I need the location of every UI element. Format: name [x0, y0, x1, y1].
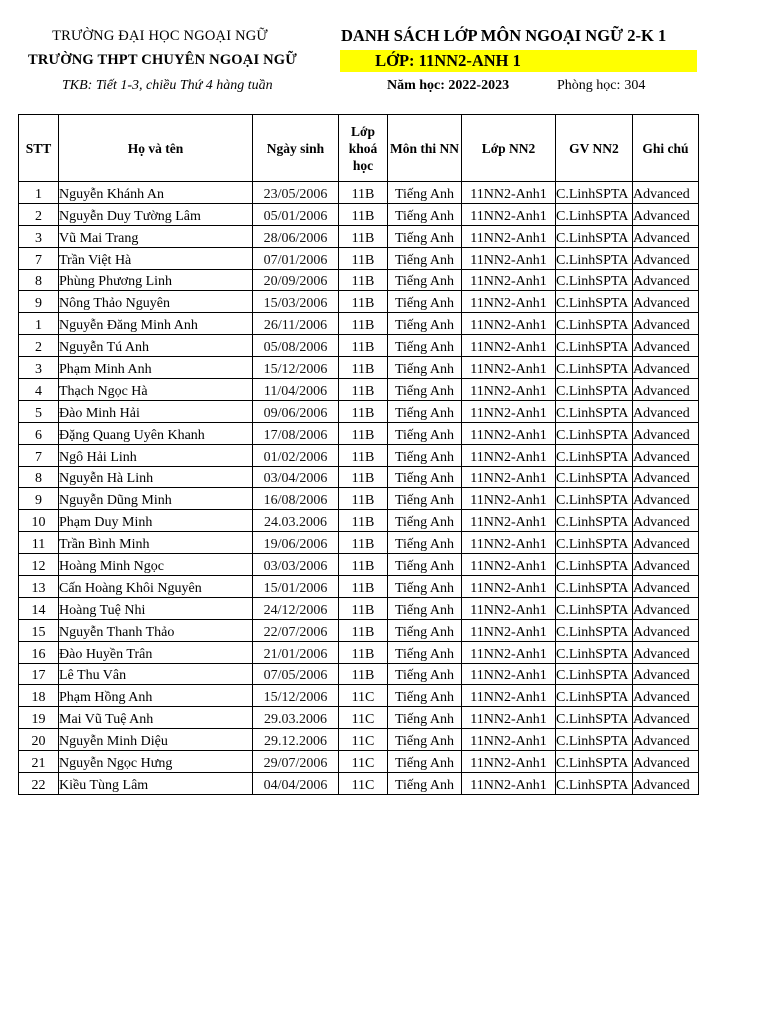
cell-dob: 26/11/2006	[253, 313, 339, 335]
room-value: 304	[624, 78, 646, 93]
cell-teacher: C.LinhSPTA	[556, 597, 633, 619]
cell-nn2-class: 11NN2-Anh1	[462, 576, 556, 598]
cell-teacher: C.LinhSPTA	[556, 357, 633, 379]
cell-note: Advanced	[633, 313, 699, 335]
col-header-nn2-class: Lớp NN2	[462, 115, 556, 182]
table-row	[19, 510, 699, 532]
cell-dob: 09/06/2006	[253, 400, 339, 422]
cell-dob: 15/12/2006	[253, 685, 339, 707]
cell-stt: 20	[19, 729, 59, 751]
cell-stt: 16	[19, 641, 59, 663]
cell-name: Đào Huyền Trân	[59, 641, 253, 663]
cell-dob: 29.12.2006	[253, 729, 339, 751]
cell-class: 11B	[339, 444, 388, 466]
cell-stt: 1	[19, 182, 59, 204]
cell-dob: 05/01/2006	[253, 203, 339, 225]
cell-note: Advanced	[633, 400, 699, 422]
cell-stt: 17	[19, 663, 59, 685]
cell-subject: Tiếng Anh	[388, 444, 462, 466]
table-body	[19, 182, 699, 795]
col-header-name: Họ và tên	[59, 115, 253, 182]
cell-class: 11B	[339, 532, 388, 554]
cell-note: Advanced	[633, 422, 699, 444]
cell-name: Trần Bình Minh	[59, 532, 253, 554]
cell-dob: 29.03.2006	[253, 707, 339, 729]
cell-nn2-class: 11NN2-Anh1	[462, 313, 556, 335]
cell-dob: 29/07/2006	[253, 751, 339, 773]
cell-note: Advanced	[633, 554, 699, 576]
cell-name: Nguyễn Thanh Thảo	[59, 619, 253, 641]
cell-stt: 2	[19, 335, 59, 357]
cell-name: Mai Vũ Tuệ Anh	[59, 707, 253, 729]
cell-stt: 12	[19, 554, 59, 576]
cell-subject: Tiếng Anh	[388, 576, 462, 598]
cell-subject: Tiếng Anh	[388, 510, 462, 532]
table-row	[19, 641, 699, 663]
list-title: DANH SÁCH LỚP MÔN NGOẠI NGỮ 2-K 1	[341, 26, 667, 45]
cell-class: 11B	[339, 291, 388, 313]
cell-subject: Tiếng Anh	[388, 597, 462, 619]
cell-subject: Tiếng Anh	[388, 532, 462, 554]
cell-teacher: C.LinhSPTA	[556, 182, 633, 204]
cell-class: 11C	[339, 729, 388, 751]
table-row	[19, 773, 699, 795]
cell-stt: 3	[19, 357, 59, 379]
cell-stt: 22	[19, 773, 59, 795]
cell-subject: Tiếng Anh	[388, 291, 462, 313]
cell-nn2-class: 11NN2-Anh1	[462, 335, 556, 357]
cell-subject: Tiếng Anh	[388, 357, 462, 379]
cell-teacher: C.LinhSPTA	[556, 269, 633, 291]
table-row	[19, 335, 699, 357]
table-row	[19, 685, 699, 707]
cell-subject: Tiếng Anh	[388, 466, 462, 488]
cell-teacher: C.LinhSPTA	[556, 225, 633, 247]
cell-dob: 19/06/2006	[253, 532, 339, 554]
cell-teacher: C.LinhSPTA	[556, 422, 633, 444]
cell-subject: Tiếng Anh	[388, 641, 462, 663]
cell-dob: 24/12/2006	[253, 597, 339, 619]
cell-teacher: C.LinhSPTA	[556, 641, 633, 663]
cell-subject: Tiếng Anh	[388, 488, 462, 510]
table-header-row	[19, 115, 699, 182]
cell-name: Phạm Minh Anh	[59, 357, 253, 379]
cell-dob: 01/02/2006	[253, 444, 339, 466]
cell-teacher: C.LinhSPTA	[556, 488, 633, 510]
cell-class: 11B	[339, 182, 388, 204]
table-row	[19, 466, 699, 488]
cell-name: Đào Minh Hải	[59, 400, 253, 422]
cell-dob: 15/03/2006	[253, 291, 339, 313]
cell-teacher: C.LinhSPTA	[556, 203, 633, 225]
cell-note: Advanced	[633, 225, 699, 247]
table-row	[19, 597, 699, 619]
room-label: Phòng học:	[557, 78, 621, 93]
cell-note: Advanced	[633, 707, 699, 729]
cell-nn2-class: 11NN2-Anh1	[462, 203, 556, 225]
class-name: LỚP: 11NN2-ANH 1	[375, 51, 521, 70]
cell-nn2-class: 11NN2-Anh1	[462, 685, 556, 707]
table-row	[19, 444, 699, 466]
cell-stt: 9	[19, 488, 59, 510]
cell-class: 11B	[339, 357, 388, 379]
cell-name: Lê Thu Vân	[59, 663, 253, 685]
cell-subject: Tiếng Anh	[388, 729, 462, 751]
cell-teacher: C.LinhSPTA	[556, 707, 633, 729]
cell-note: Advanced	[633, 685, 699, 707]
cell-nn2-class: 11NN2-Anh1	[462, 269, 556, 291]
cell-teacher: C.LinhSPTA	[556, 510, 633, 532]
cell-name: Kiều Tùng Lâm	[59, 773, 253, 795]
cell-subject: Tiếng Anh	[388, 400, 462, 422]
cell-teacher: C.LinhSPTA	[556, 751, 633, 773]
table-row	[19, 751, 699, 773]
cell-stt: 21	[19, 751, 59, 773]
cell-class: 11B	[339, 641, 388, 663]
cell-class: 11B	[339, 466, 388, 488]
cell-nn2-class: 11NN2-Anh1	[462, 291, 556, 313]
cell-note: Advanced	[633, 269, 699, 291]
cell-nn2-class: 11NN2-Anh1	[462, 444, 556, 466]
cell-subject: Tiếng Anh	[388, 225, 462, 247]
cell-dob: 07/05/2006	[253, 663, 339, 685]
cell-nn2-class: 11NN2-Anh1	[462, 751, 556, 773]
table-row	[19, 225, 699, 247]
cell-subject: Tiếng Anh	[388, 335, 462, 357]
cell-nn2-class: 11NN2-Anh1	[462, 466, 556, 488]
cell-class: 11C	[339, 773, 388, 795]
cell-name: Phạm Duy Minh	[59, 510, 253, 532]
schedule-note: TKB: Tiết 1-3, chiều Thứ 4 hàng tuần	[62, 78, 273, 93]
cell-class: 11B	[339, 247, 388, 269]
table-row	[19, 729, 699, 751]
cell-subject: Tiếng Anh	[388, 247, 462, 269]
table-row	[19, 269, 699, 291]
cell-name: Nguyễn Dũng Minh	[59, 488, 253, 510]
cell-teacher: C.LinhSPTA	[556, 685, 633, 707]
cell-class: 11B	[339, 269, 388, 291]
cell-note: Advanced	[633, 619, 699, 641]
cell-note: Advanced	[633, 751, 699, 773]
cell-name: Trần Việt Hà	[59, 247, 253, 269]
cell-class: 11B	[339, 203, 388, 225]
cell-subject: Tiếng Anh	[388, 685, 462, 707]
cell-class: 11B	[339, 400, 388, 422]
cell-name: Phạm Hồng Anh	[59, 685, 253, 707]
cell-teacher: C.LinhSPTA	[556, 663, 633, 685]
cell-nn2-class: 11NN2-Anh1	[462, 619, 556, 641]
cell-teacher: C.LinhSPTA	[556, 532, 633, 554]
school-name: TRƯỜNG THPT CHUYÊN NGOẠI NGỮ	[27, 52, 298, 68]
cell-stt: 3	[19, 225, 59, 247]
cell-dob: 11/04/2006	[253, 379, 339, 401]
cell-dob: 23/05/2006	[253, 182, 339, 204]
cell-nn2-class: 11NN2-Anh1	[462, 379, 556, 401]
cell-stt: 15	[19, 619, 59, 641]
cell-nn2-class: 11NN2-Anh1	[462, 357, 556, 379]
room-info	[557, 78, 645, 94]
cell-note: Advanced	[633, 182, 699, 204]
col-header-subject: Môn thi NN	[388, 115, 462, 182]
cell-stt: 8	[19, 269, 59, 291]
cell-teacher: C.LinhSPTA	[556, 291, 633, 313]
cell-dob: 04/04/2006	[253, 773, 339, 795]
cell-note: Advanced	[633, 663, 699, 685]
cell-note: Advanced	[633, 466, 699, 488]
cell-nn2-class: 11NN2-Anh1	[462, 707, 556, 729]
cell-teacher: C.LinhSPTA	[556, 576, 633, 598]
cell-note: Advanced	[633, 203, 699, 225]
cell-dob: 28/06/2006	[253, 225, 339, 247]
cell-subject: Tiếng Anh	[388, 773, 462, 795]
table-row	[19, 313, 699, 335]
cell-subject: Tiếng Anh	[388, 269, 462, 291]
cell-note: Advanced	[633, 773, 699, 795]
cell-class: 11B	[339, 379, 388, 401]
table-row	[19, 357, 699, 379]
university-name: TRƯỜNG ĐẠI HỌC NGOẠI NGỮ	[52, 28, 268, 44]
cell-class: 11B	[339, 335, 388, 357]
cell-stt: 6	[19, 422, 59, 444]
cell-dob: 15/12/2006	[253, 357, 339, 379]
cell-class: 11C	[339, 751, 388, 773]
cell-subject: Tiếng Anh	[388, 554, 462, 576]
cell-teacher: C.LinhSPTA	[556, 466, 633, 488]
cell-name: Nguyễn Đăng Minh Anh	[59, 313, 253, 335]
cell-dob: 24.03.2006	[253, 510, 339, 532]
cell-nn2-class: 11NN2-Anh1	[462, 182, 556, 204]
school-year: Năm học: 2022-2023	[387, 78, 510, 93]
cell-stt: 11	[19, 532, 59, 554]
cell-nn2-class: 11NN2-Anh1	[462, 641, 556, 663]
cell-name: Hoàng Minh Ngọc	[59, 554, 253, 576]
cell-teacher: C.LinhSPTA	[556, 400, 633, 422]
cell-note: Advanced	[633, 576, 699, 598]
table-row	[19, 707, 699, 729]
cell-subject: Tiếng Anh	[388, 313, 462, 335]
cell-subject: Tiếng Anh	[388, 182, 462, 204]
cell-nn2-class: 11NN2-Anh1	[462, 729, 556, 751]
cell-note: Advanced	[633, 357, 699, 379]
cell-teacher: C.LinhSPTA	[556, 247, 633, 269]
cell-nn2-class: 11NN2-Anh1	[462, 554, 556, 576]
cell-name: Hoàng Tuệ Nhi	[59, 597, 253, 619]
cell-note: Advanced	[633, 510, 699, 532]
table-row	[19, 663, 699, 685]
cell-nn2-class: 11NN2-Anh1	[462, 663, 556, 685]
cell-note: Advanced	[633, 488, 699, 510]
cell-stt: 8	[19, 466, 59, 488]
cell-dob: 07/01/2006	[253, 247, 339, 269]
cell-nn2-class: 11NN2-Anh1	[462, 247, 556, 269]
cell-dob: 20/09/2006	[253, 269, 339, 291]
cell-nn2-class: 11NN2-Anh1	[462, 488, 556, 510]
table-row	[19, 422, 699, 444]
cell-teacher: C.LinhSPTA	[556, 313, 633, 335]
cell-note: Advanced	[633, 597, 699, 619]
cell-class: 11B	[339, 225, 388, 247]
table-row	[19, 400, 699, 422]
col-header-stt: STT	[19, 115, 59, 182]
cell-dob: 17/08/2006	[253, 422, 339, 444]
cell-stt: 7	[19, 247, 59, 269]
cell-stt: 1	[19, 313, 59, 335]
cell-name: Phùng Phương Linh	[59, 269, 253, 291]
cell-teacher: C.LinhSPTA	[556, 335, 633, 357]
cell-name: Thạch Ngọc Hà	[59, 379, 253, 401]
student-roster-table	[18, 114, 699, 795]
cell-class: 11C	[339, 707, 388, 729]
cell-class: 11B	[339, 422, 388, 444]
cell-nn2-class: 11NN2-Anh1	[462, 510, 556, 532]
cell-class: 11B	[339, 554, 388, 576]
cell-class: 11B	[339, 619, 388, 641]
cell-stt: 13	[19, 576, 59, 598]
table-row	[19, 182, 699, 204]
cell-stt: 7	[19, 444, 59, 466]
cell-stt: 14	[19, 597, 59, 619]
cell-class: 11B	[339, 576, 388, 598]
table-row	[19, 247, 699, 269]
cell-name: Nông Thảo Nguyên	[59, 291, 253, 313]
cell-subject: Tiếng Anh	[388, 422, 462, 444]
cell-stt: 2	[19, 203, 59, 225]
cell-nn2-class: 11NN2-Anh1	[462, 400, 556, 422]
cell-note: Advanced	[633, 641, 699, 663]
cell-nn2-class: 11NN2-Anh1	[462, 532, 556, 554]
table-row	[19, 488, 699, 510]
table-row	[19, 576, 699, 598]
cell-name: Vũ Mai Trang	[59, 225, 253, 247]
cell-nn2-class: 11NN2-Anh1	[462, 225, 556, 247]
col-header-dob: Ngày sinh	[253, 115, 339, 182]
cell-class: 11C	[339, 685, 388, 707]
cell-name: Nguyễn Tú Anh	[59, 335, 253, 357]
cell-teacher: C.LinhSPTA	[556, 729, 633, 751]
cell-note: Advanced	[633, 532, 699, 554]
cell-class: 11B	[339, 510, 388, 532]
cell-stt: 18	[19, 685, 59, 707]
cell-note: Advanced	[633, 729, 699, 751]
cell-name: Nguyễn Ngọc Hưng	[59, 751, 253, 773]
cell-teacher: C.LinhSPTA	[556, 554, 633, 576]
cell-name: Nguyễn Khánh An	[59, 182, 253, 204]
cell-dob: 16/08/2006	[253, 488, 339, 510]
cell-stt: 19	[19, 707, 59, 729]
table-row	[19, 532, 699, 554]
cell-name: Cấn Hoàng Khôi Nguyên	[59, 576, 253, 598]
cell-nn2-class: 11NN2-Anh1	[462, 773, 556, 795]
cell-name: Nguyễn Hà Linh	[59, 466, 253, 488]
cell-dob: 21/01/2006	[253, 641, 339, 663]
cell-name: Đặng Quang Uyên Khanh	[59, 422, 253, 444]
cell-stt: 9	[19, 291, 59, 313]
cell-subject: Tiếng Anh	[388, 707, 462, 729]
cell-teacher: C.LinhSPTA	[556, 444, 633, 466]
cell-name: Nguyễn Minh Diệu	[59, 729, 253, 751]
cell-note: Advanced	[633, 379, 699, 401]
cell-dob: 03/04/2006	[253, 466, 339, 488]
cell-name: Nguyễn Duy Tường Lâm	[59, 203, 253, 225]
cell-dob: 05/08/2006	[253, 335, 339, 357]
cell-class: 11B	[339, 313, 388, 335]
cell-subject: Tiếng Anh	[388, 751, 462, 773]
cell-class: 11B	[339, 488, 388, 510]
cell-note: Advanced	[633, 247, 699, 269]
cell-nn2-class: 11NN2-Anh1	[462, 597, 556, 619]
cell-dob: 22/07/2006	[253, 619, 339, 641]
cell-note: Advanced	[633, 335, 699, 357]
table-row	[19, 291, 699, 313]
cell-subject: Tiếng Anh	[388, 663, 462, 685]
cell-stt: 10	[19, 510, 59, 532]
table-row	[19, 554, 699, 576]
cell-name: Ngô Hải Linh	[59, 444, 253, 466]
cell-teacher: C.LinhSPTA	[556, 773, 633, 795]
col-header-teacher: GV NN2	[556, 115, 633, 182]
col-header-class: Lớp khoá học	[339, 115, 388, 182]
table-row	[19, 203, 699, 225]
table-row	[19, 379, 699, 401]
cell-class: 11B	[339, 663, 388, 685]
cell-class: 11B	[339, 597, 388, 619]
cell-subject: Tiếng Anh	[388, 379, 462, 401]
cell-subject: Tiếng Anh	[388, 619, 462, 641]
cell-teacher: C.LinhSPTA	[556, 379, 633, 401]
cell-dob: 15/01/2006	[253, 576, 339, 598]
cell-nn2-class: 11NN2-Anh1	[462, 422, 556, 444]
col-header-note: Ghi chú	[633, 115, 699, 182]
cell-subject: Tiếng Anh	[388, 203, 462, 225]
cell-stt: 4	[19, 379, 59, 401]
cell-dob: 03/03/2006	[253, 554, 339, 576]
table-row	[19, 619, 699, 641]
cell-note: Advanced	[633, 291, 699, 313]
cell-note: Advanced	[633, 444, 699, 466]
cell-stt: 5	[19, 400, 59, 422]
cell-teacher: C.LinhSPTA	[556, 619, 633, 641]
